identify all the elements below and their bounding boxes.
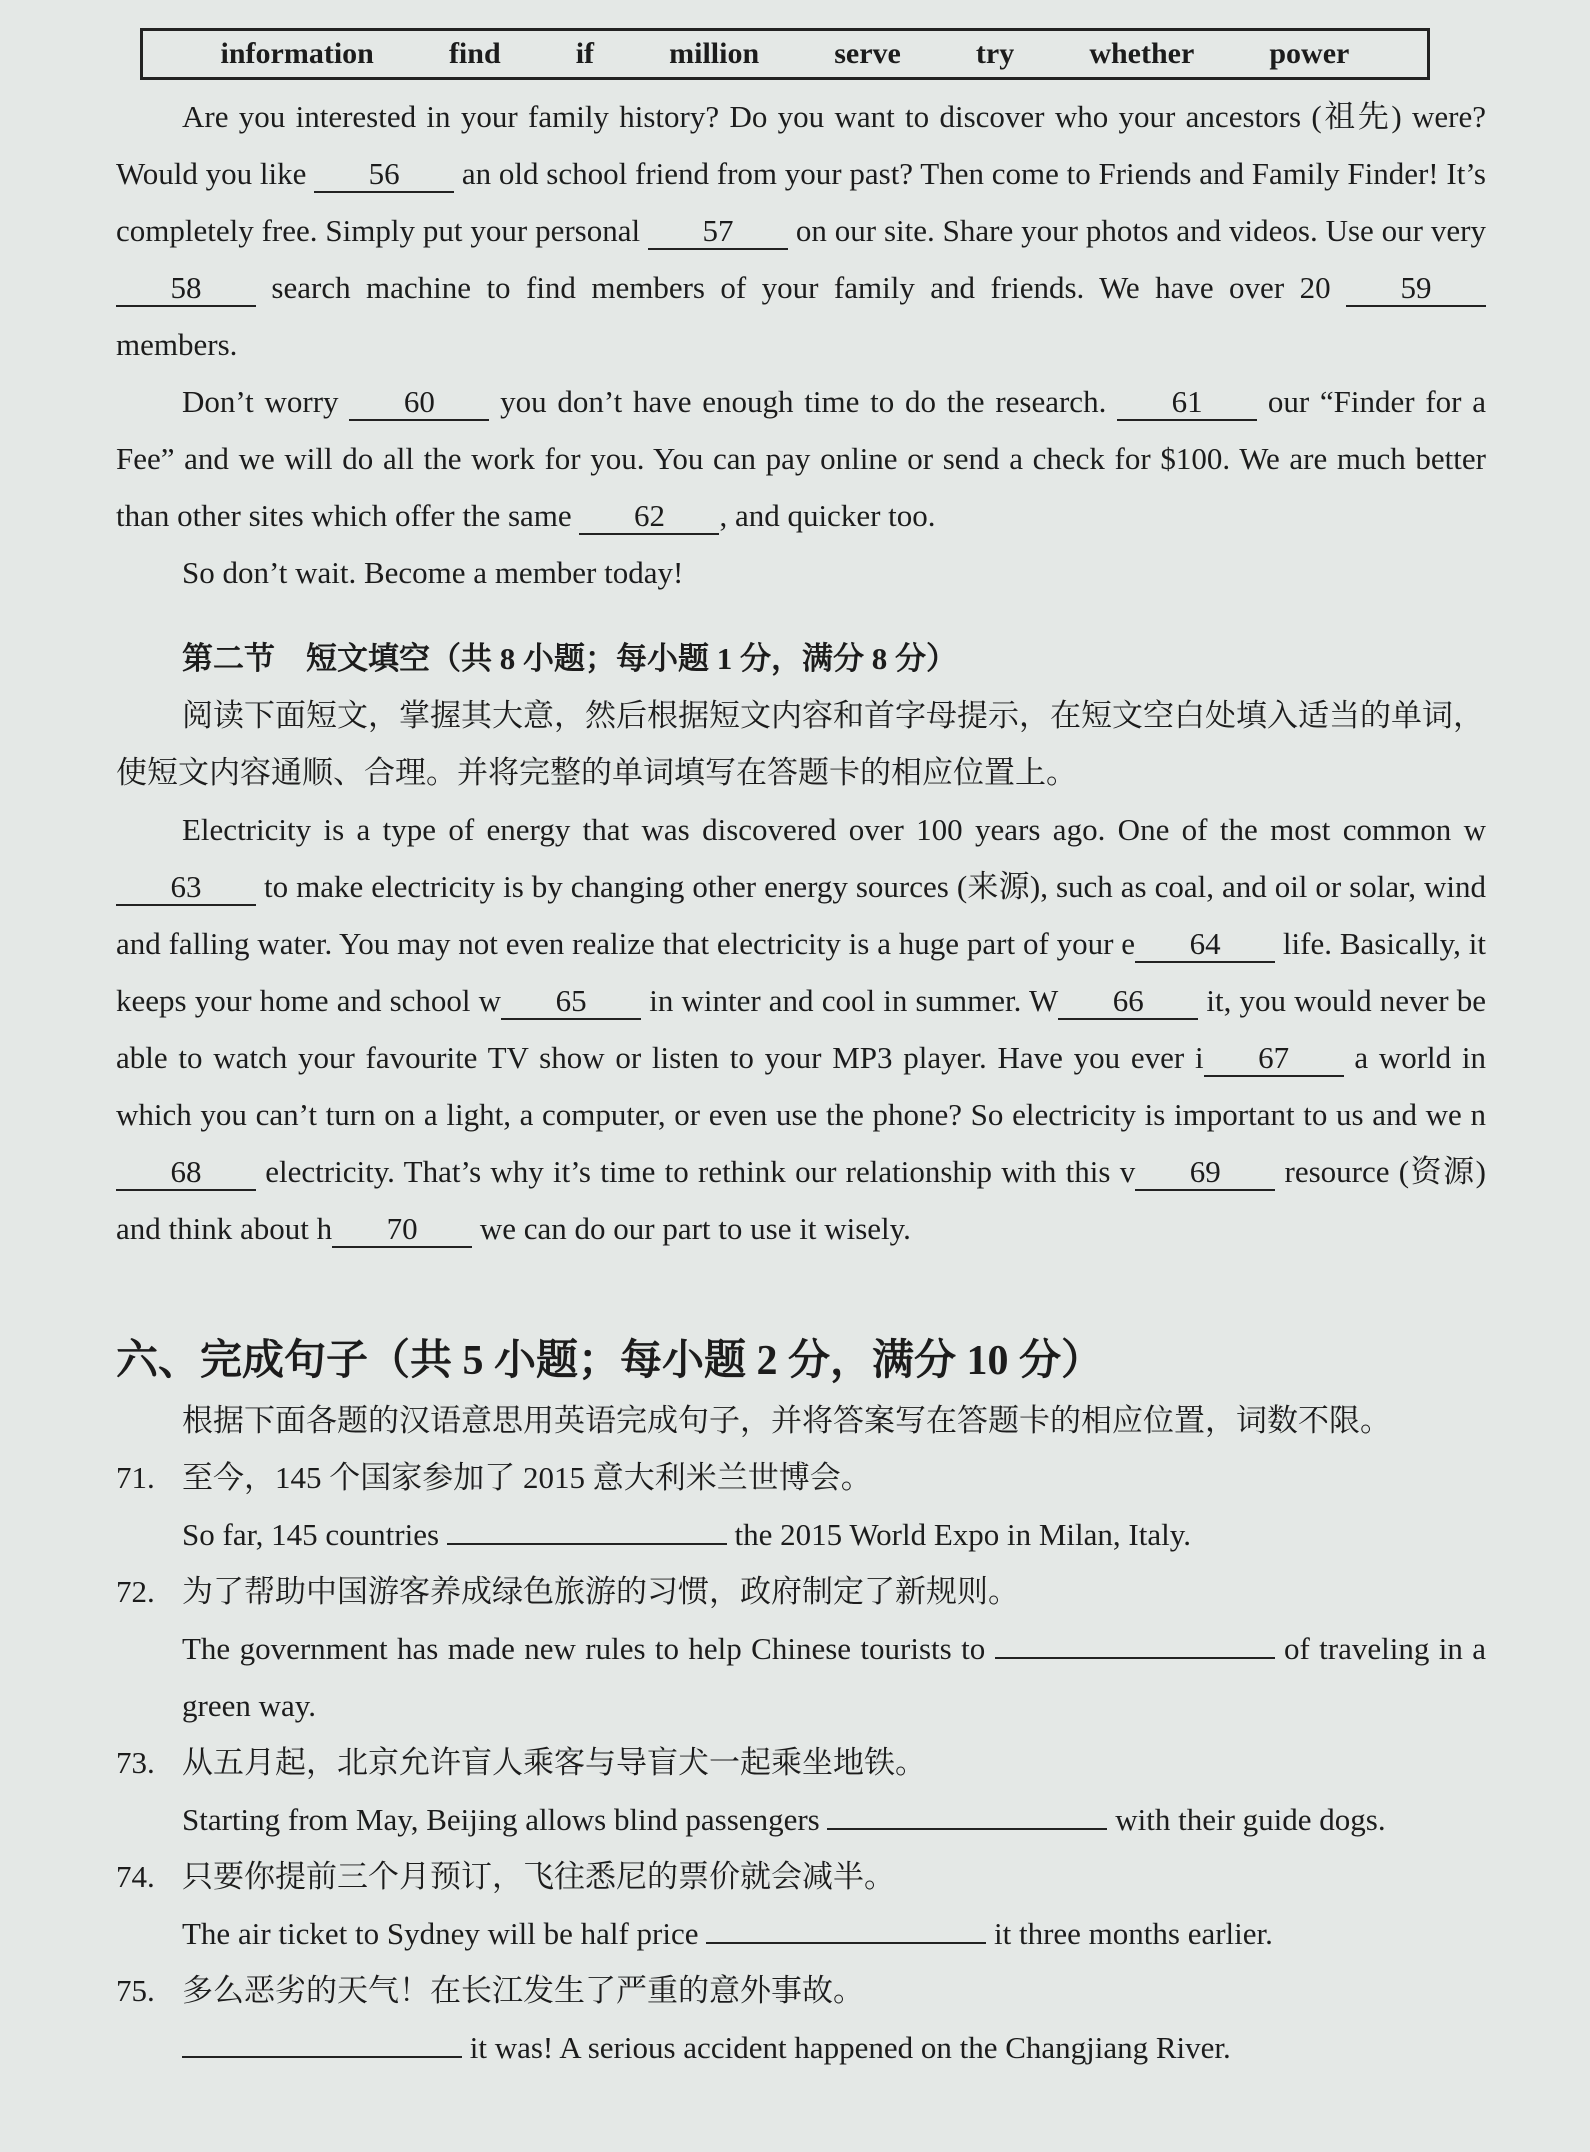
text-run: our “Finder for a Fee” and we will do all the work for you. You can pay online or send a check for $100. We are much better than other sites which offer the same [116,384,1487,533]
question-75-cn [116,1962,1486,2019]
answer-blank-72[interactable] [995,1657,1275,1659]
word-bank [140,28,1430,80]
text-run: on our site. Share your photos and videos. Use our very [787,213,1486,248]
word-bank-item: find [448,37,501,70]
question-71-en [116,1506,1486,1563]
blank-59[interactable]: 59 [1346,271,1486,307]
text-run: it three months earlier. [986,1916,1273,1951]
passage-one-paragraph-3: So don’t wait. Become a member today! [182,555,684,590]
word-bank-item: if [575,37,595,70]
section-two [116,630,1486,1257]
question-74-cn [116,1848,1486,1905]
text-run: an old school friend from your past? Then come to Friends and Family Finder! It’s completely free. Simply put your personal [116,156,1486,248]
question-71-cn [116,1449,1486,1506]
text-run: with their guide dogs. [1107,1802,1386,1837]
text-run: it, you would never be able to watch your favourite TV show or listen to your MP3 player. Have you ever i [116,983,1486,1075]
section-six [116,1320,1486,2076]
text-run: the 2015 World Expo in Milan, Italy. [726,1517,1191,1552]
text-run: The government has made new rules to help Chinese tourists to [182,1631,995,1666]
answer-blank-73[interactable] [827,1828,1107,1830]
answer-blank-75[interactable] [182,2056,462,2058]
question-number: 74. [116,1859,155,1894]
text-run: to make electricity is by changing other energy sources (来源), such as coal, and oil or solar, wind and falling water. You may not even realize that electricity is a huge part of your e [116,869,1486,961]
passage-one [116,88,1486,601]
word-bank-item: serve [834,37,901,70]
question-chinese: 从五月起，北京允许盲人乘客与导盲犬一起乘坐地铁。 [182,1745,926,1780]
word-bank-item: power [1269,37,1350,70]
question-chinese: 多么恶劣的天气！在长江发生了严重的意外事故。 [182,1973,864,2008]
blank-70[interactable]: 70 [332,1212,472,1248]
answer-blank-71[interactable] [447,1543,727,1545]
word-bank-item: whether [1089,37,1195,70]
text-run: Starting from May, Beijing allows blind passengers [182,1802,828,1837]
question-number: 73. [116,1745,155,1780]
blank-58[interactable]: 58 [116,271,256,307]
question-75-en [116,2019,1486,2076]
question-chinese: 至今，145 个国家参加了 2015 意大利米兰世博会。 [182,1460,872,1495]
blank-69[interactable]: 69 [1135,1155,1275,1191]
question-72-en [116,1620,1486,1734]
question-chinese: 只要你提前三个月预订，飞往悉尼的票价就会减半。 [182,1859,895,1894]
blank-61[interactable]: 61 [1117,385,1257,421]
passage-one-paragraph-1 [116,88,1486,373]
text-run: you don’t have enough time to do the research. [489,384,1118,419]
blank-60[interactable]: 60 [349,385,489,421]
blank-56[interactable]: 56 [314,157,454,193]
section-two-instruction: 阅读下面短文，掌握其大意，然后根据短文内容和首字母提示，在短文空白处填入适当的单词，使短文内容通顺、合理。并将完整的单词填写在答题卡的相应位置上。 [116,698,1484,790]
text-run: The air ticket to Sydney will be half price [182,1916,707,1951]
section-two-title: 第二节 短文填空（共 8 小题；每小题 1 分，满分 8 分） [182,641,957,676]
blank-57[interactable]: 57 [648,214,788,250]
passage-one-paragraph-2 [116,373,1486,544]
text-run: Don’t worry [182,384,350,419]
section-six-instruction: 根据下面各题的汉语意思用英语完成句子，并将答案写在答题卡的相应位置，词数不限。 [182,1403,1391,1438]
question-73-en [116,1791,1486,1848]
word-bank-item: try [975,37,1015,70]
answer-blank-74[interactable] [706,1942,986,1944]
blank-67[interactable]: 67 [1204,1041,1344,1077]
text-run: So far, 145 countries [182,1517,447,1552]
text-run: , and quicker too. [719,498,936,533]
text-run: a world in which you can’t turn on a light, a computer, or even use the phone? So electricity is important to us and we n [116,1040,1486,1132]
text-run: Electricity is a type of energy that was discovered over 100 years ago. One of the most common w [182,812,1486,847]
blank-66[interactable]: 66 [1058,984,1198,1020]
question-number: 72. [116,1574,155,1609]
text-run: electricity. That’s why it’s time to rethink our relationship with this v [256,1154,1136,1189]
blank-62[interactable]: 62 [579,499,719,535]
text-run: life. Basically, it keeps your home and school w [116,926,1486,1018]
section-six-title: 六、完成句子（共 5 小题；每小题 2 分，满分 10 分） [116,1338,1104,1384]
word-bank-item: million [669,37,760,70]
text-run: of traveling in a green way. [182,1631,1486,1723]
question-73-cn [116,1734,1486,1791]
question-74-en [116,1905,1486,1962]
word-bank-item: information [220,37,374,70]
question-number: 75. [116,1973,155,2008]
question-72-cn [116,1563,1486,1620]
text-run: we can do our part to use it wisely. [472,1211,911,1246]
blank-68[interactable]: 68 [116,1155,256,1191]
text-run: Are you interested in your family history? Do you want to discover who your ancestors (祖先) were? Would you like [116,99,1486,191]
passage-two [116,801,1486,1257]
text-run: in winter and cool in summer. W [641,983,1059,1018]
question-number: 71. [116,1460,155,1495]
text-run: members. [116,327,238,362]
blank-64[interactable]: 64 [1135,927,1275,963]
blank-65[interactable]: 65 [501,984,641,1020]
text-run: search machine to find members of your family and friends. We have over 20 [256,270,1346,305]
question-chinese: 为了帮助中国游客养成绿色旅游的习惯，政府制定了新规则。 [182,1574,1019,1609]
text-run: it was! A serious accident happened on the Changjiang River. [462,2030,1231,2065]
text-run: resource (资源) and think about h [116,1154,1486,1246]
blank-63[interactable]: 63 [116,870,256,906]
